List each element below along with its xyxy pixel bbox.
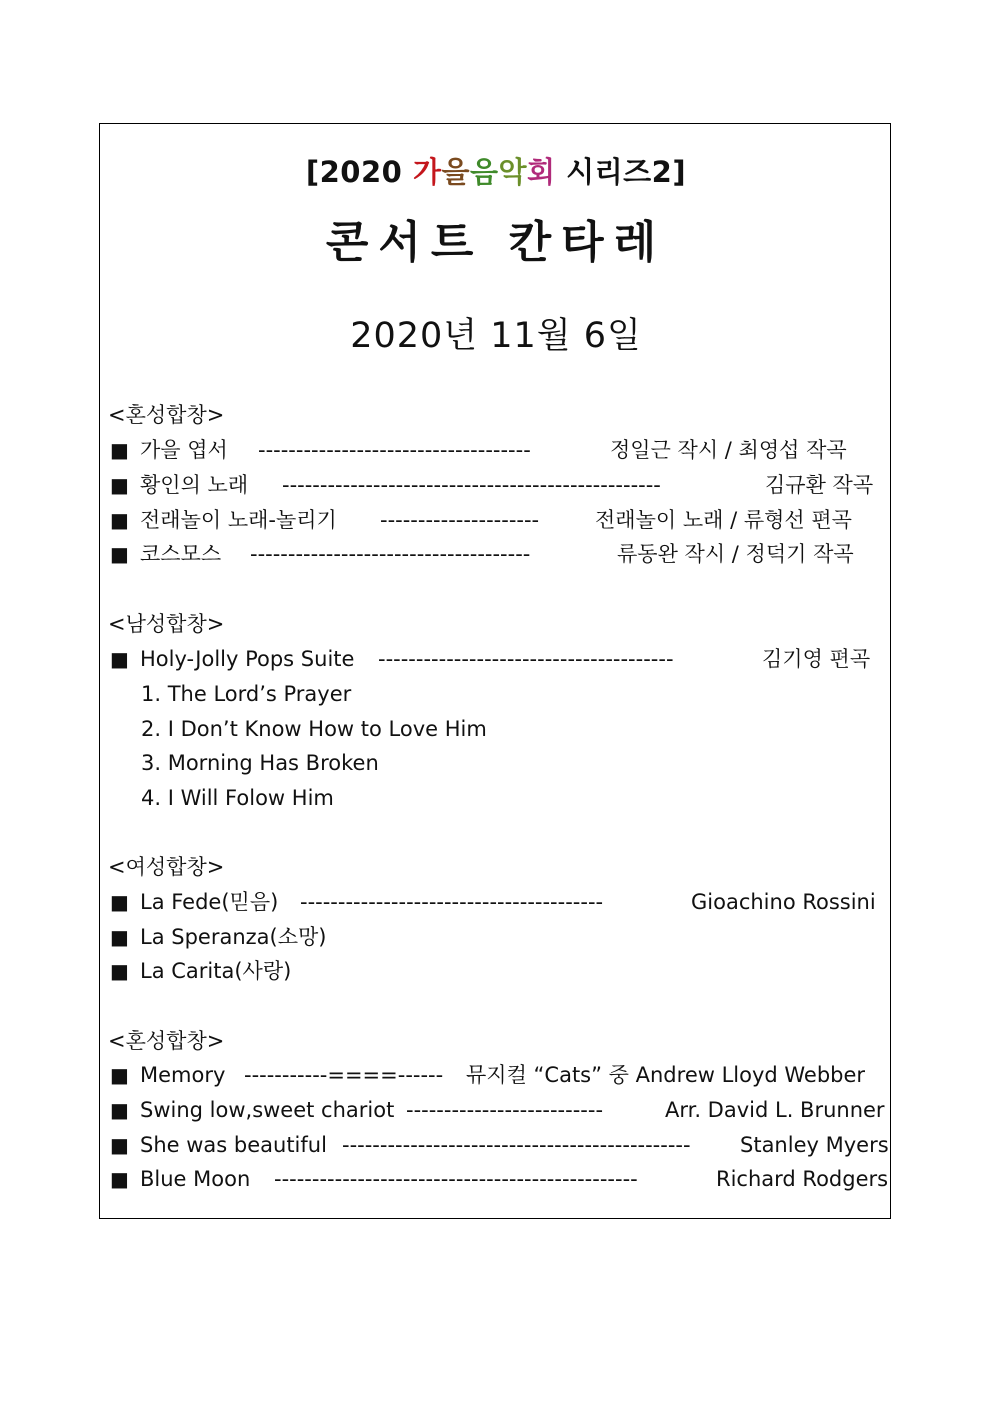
piece-credit: 뮤지컬 “Cats” 중 Andrew Lloyd Webber — [466, 1063, 866, 1087]
bullet-icon: ■ — [110, 473, 129, 497]
piece-credit: 전래놀이 노래 / 류형선 편곡 — [595, 508, 852, 532]
section-header: <여성합창> — [108, 855, 225, 879]
piece-title: 코스모스 — [140, 542, 222, 566]
festival-name — [413, 155, 556, 189]
piece-credit: 김기영 편곡 — [762, 647, 871, 671]
bullet-icon: ■ — [110, 1167, 129, 1191]
leader-dashes: -------------------------- — [406, 1098, 604, 1122]
program-item — [110, 468, 882, 502]
festival-char: 을 — [441, 155, 470, 189]
leader-dashes: -------------------------------------------------- — [282, 473, 661, 497]
suite-movement: 2. I Don’t Know How to Love Him — [141, 717, 487, 741]
bullet-icon: ■ — [110, 438, 129, 462]
piece-title: Holy-Jolly Pops Suite — [140, 647, 355, 671]
piece-title: Blue Moon — [140, 1167, 251, 1191]
piece-title: Memory — [140, 1063, 226, 1087]
section-header: <혼성합창> — [108, 403, 225, 427]
bullet-icon: ■ — [110, 542, 129, 566]
leader-dashes: -----------====------ — [244, 1063, 444, 1087]
leader-dashes: --------------------------------------- — [378, 647, 674, 671]
bullet-icon: ■ — [110, 925, 129, 949]
festival-char: 가 — [412, 155, 442, 189]
program-item — [110, 642, 882, 676]
series-title — [0, 150, 992, 191]
section-header: <남성합창> — [108, 612, 225, 636]
piece-credit: 김규환 작곡 — [765, 473, 874, 497]
piece-credit: Gioachino Rossini — [691, 890, 876, 914]
piece-credit: 류동완 작시 / 정덕기 작곡 — [617, 542, 854, 566]
piece-title: La Speranza(소망) — [140, 925, 327, 949]
leader-dashes: ------------------------------------- — [250, 542, 531, 566]
piece-credit: Arr. David L. Brunner — [665, 1098, 885, 1122]
bullet-icon: ■ — [110, 1098, 129, 1122]
bullet-icon: ■ — [110, 890, 129, 914]
bullet-icon: ■ — [110, 647, 129, 671]
program-item — [110, 537, 882, 571]
bullet-icon: ■ — [110, 1133, 129, 1157]
program-item — [110, 1093, 885, 1127]
series-suffix: 시리즈2] — [566, 155, 687, 189]
leader-dashes: --------------------- — [380, 508, 540, 532]
suite-movement: 3. Morning Has Broken — [141, 751, 379, 775]
bullet-icon: ■ — [110, 959, 129, 983]
suite-movement: 1. The Lord’s Prayer — [141, 682, 352, 706]
leader-dashes: ------------------------------------ — [258, 438, 531, 462]
program-item — [110, 433, 882, 467]
bullet-icon: ■ — [110, 508, 129, 532]
program-item — [110, 1128, 889, 1162]
piece-title: She was beautiful — [140, 1133, 327, 1157]
suite-movement: 4. I Will Folow Him — [141, 786, 334, 810]
festival-char: 회 — [527, 155, 556, 189]
piece-title: 전래놀이 노래-놀리기 — [140, 508, 337, 532]
piece-title: La Fede(믿음) — [140, 890, 279, 914]
section-header: <혼성합창> — [108, 1029, 225, 1053]
bullet-icon: ■ — [110, 1063, 129, 1087]
festival-char: 음 — [469, 155, 499, 189]
program-item — [110, 885, 882, 919]
program-item — [110, 920, 882, 954]
program-item — [110, 954, 882, 988]
piece-title: La Carita(사랑) — [140, 959, 292, 983]
piece-credit: Stanley Myers — [740, 1133, 889, 1157]
concert-date: 2020년 11월 6일 — [350, 316, 642, 356]
piece-title: Swing low,sweet chariot — [140, 1098, 395, 1122]
festival-char: 악 — [498, 155, 528, 189]
series-prefix: [2020 — [305, 155, 403, 189]
program-item — [110, 1058, 882, 1092]
leader-dashes: ------------------------------------------------ — [274, 1167, 638, 1191]
piece-credit: 정일근 작시 / 최영섭 작곡 — [610, 438, 847, 462]
piece-title: 가을 엽서 — [140, 438, 228, 462]
leader-dashes: ---------------------------------------- — [300, 890, 604, 914]
program-item — [110, 503, 882, 537]
piece-title: 황인의 노래 — [140, 473, 249, 497]
leader-dashes: ---------------------------------------------- — [342, 1133, 691, 1157]
concert-title: 콘서트 칸타레 — [325, 217, 667, 268]
piece-credit: Richard Rodgers — [716, 1167, 889, 1191]
program-item — [110, 1162, 889, 1196]
